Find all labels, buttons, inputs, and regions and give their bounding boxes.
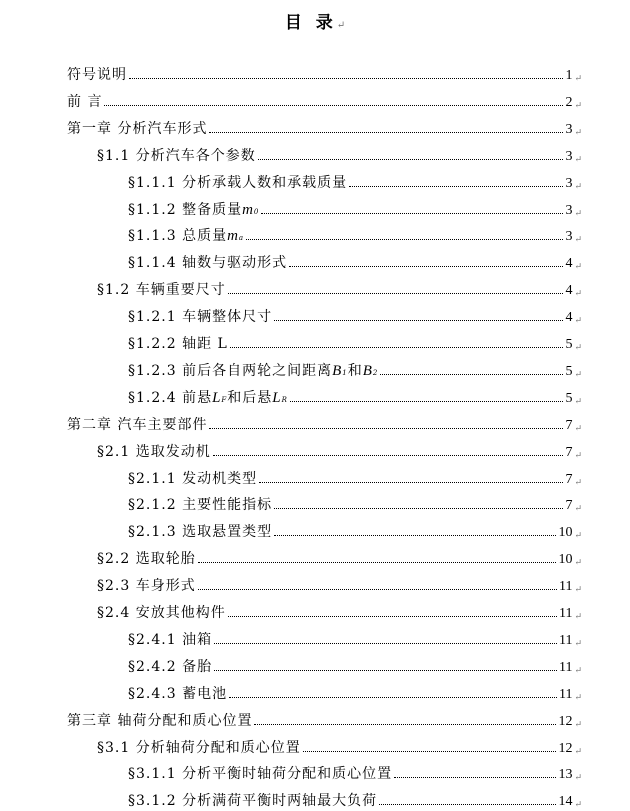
toc-entry[interactable]: [128, 788, 582, 810]
entry-label: [97, 602, 226, 622]
entry-title-text: 车辆整体尺寸: [182, 309, 273, 326]
dot-leader: [274, 534, 556, 536]
page-number: 3: [565, 202, 573, 218]
page-number: 4: [565, 256, 573, 272]
entry-label: [128, 790, 377, 810]
toc-entry[interactable]: [128, 466, 582, 488]
entry-title-text: 前 言: [67, 93, 103, 110]
paragraph-mark-icon: ↵: [574, 800, 582, 811]
paragraph-mark-icon: ↵: [574, 504, 582, 515]
entry-label: [97, 737, 301, 757]
math-subscript: 1: [342, 368, 348, 377]
dot-leader: [289, 265, 563, 267]
dot-leader: [214, 669, 557, 671]
math-symbol: B: [332, 362, 343, 379]
paragraph-mark-icon: ↵: [574, 665, 582, 676]
page-number: 7: [565, 417, 573, 433]
entry-label: [128, 333, 228, 353]
paragraph-mark-icon: ↵: [574, 423, 582, 434]
paragraph-mark-icon: ↵: [574, 154, 582, 165]
paragraph-mark-icon: ↵: [574, 74, 582, 84]
entry-number: §2.2: [97, 551, 131, 568]
toc-entry[interactable]: [128, 304, 582, 326]
toc-entry[interactable]: [128, 385, 582, 407]
dot-leader: [274, 319, 563, 321]
dot-leader: [254, 723, 556, 725]
toc-entry[interactable]: [128, 761, 582, 783]
entry-title-text: 油箱: [182, 631, 213, 648]
page-number: 11: [558, 579, 573, 595]
page-number: 4: [565, 310, 573, 326]
entry-number: 第三章: [67, 712, 112, 729]
entry-label: [128, 199, 259, 219]
page-number: 7: [565, 444, 573, 460]
page-number: 11: [558, 659, 573, 675]
entry-label: [128, 521, 272, 541]
entry-title-text: 车辆重要尺寸: [135, 282, 226, 299]
entry-title-text: 车身形式: [135, 578, 196, 595]
entry-label: [128, 656, 212, 676]
toc-entry[interactable]: [128, 250, 582, 272]
entry-title-text: 分析汽车各个参数: [135, 147, 256, 164]
page-number: 12: [558, 713, 573, 729]
toc-entry[interactable]: [97, 439, 582, 461]
entry-label: [128, 172, 347, 192]
page-number: 7: [565, 498, 573, 514]
toc-entry[interactable]: [97, 735, 582, 757]
toc-entry[interactable]: [128, 223, 582, 245]
page-number: 11: [558, 632, 573, 648]
entry-title-text: 汽车主要部件: [117, 416, 208, 433]
page-number: 11: [558, 606, 573, 621]
entry-number: §1.1.2: [128, 201, 177, 218]
toc-entry[interactable]: [128, 197, 582, 219]
entry-number: §2.3: [97, 578, 131, 595]
paragraph-mark-icon: ↵: [574, 450, 582, 461]
paragraph-mark-icon: ↵: [574, 100, 582, 111]
paragraph-mark-icon: ↵: [574, 612, 582, 622]
entry-label: [67, 118, 207, 138]
dot-leader: [379, 803, 556, 805]
paragraph-mark-icon: ↵: [574, 638, 582, 649]
dot-leader: [380, 373, 563, 375]
entry-title-text: 符号说明: [67, 67, 127, 83]
entry-label: [97, 441, 211, 461]
math-subscript: a: [238, 234, 245, 243]
entry-number: §2.4.2: [128, 658, 177, 675]
entry-title-text: 总质量: [182, 228, 228, 245]
entry-label: [67, 91, 102, 111]
entry-title-text: 主要性能指标: [182, 497, 273, 514]
entry-number: 第二章: [67, 416, 112, 433]
paragraph-mark-icon: ↵: [574, 235, 582, 246]
entry-number: §1.1.1: [128, 174, 177, 191]
page-number: 10: [558, 525, 573, 541]
entry-title-text: 前悬: [182, 389, 213, 406]
toc-entry[interactable]: [67, 116, 582, 138]
toc-entry[interactable]: [128, 492, 582, 514]
entry-number: §1.1.3: [128, 228, 177, 245]
entry-number: §3.1.2: [128, 793, 177, 810]
paragraph-mark-icon: ↵: [574, 585, 582, 596]
entry-title-text: 轴荷分配和质心位置: [117, 712, 253, 729]
dot-leader: [290, 400, 564, 402]
dot-leader: [246, 238, 563, 240]
entry-label: [97, 279, 226, 299]
math-symbol: m: [227, 228, 239, 245]
entry-label: [128, 225, 244, 245]
dot-leader: [229, 696, 557, 698]
page-number: 10: [558, 552, 573, 568]
paragraph-mark-icon: ↵: [574, 531, 582, 542]
page-number: 2: [565, 94, 573, 110]
entry-label: [67, 64, 127, 84]
entry-number: §1.2.4: [128, 389, 177, 406]
page-number: 3: [565, 148, 573, 164]
math-subscript: R: [281, 395, 288, 404]
toc-entry[interactable]: [97, 277, 582, 299]
entry-number: §1.1.4: [128, 255, 177, 272]
math-symbol: m: [242, 201, 254, 218]
paragraph-mark-icon: ↵: [574, 369, 582, 380]
entry-title-text: 备胎: [182, 658, 213, 675]
entry-title-text: 整备质量: [182, 201, 243, 218]
page-number: 3: [565, 229, 573, 245]
entry-label: [67, 414, 207, 434]
entry-title-text: 分析汽车形式: [117, 120, 208, 137]
page-number: 13: [558, 767, 573, 783]
entry-label: [128, 468, 257, 488]
dot-leader: [209, 427, 563, 429]
toc-entry[interactable]: [128, 170, 582, 192]
math-subscript: F: [221, 395, 228, 404]
page-number: 11: [558, 686, 573, 702]
paragraph-mark-icon: ↵: [574, 127, 582, 138]
entry-number: §2.1.3: [128, 524, 177, 541]
paragraph-mark-icon: ↵: [574, 262, 582, 273]
entry-label: [128, 387, 288, 407]
toc-entry[interactable]: [67, 412, 582, 434]
math-symbol: B: [362, 362, 373, 379]
entry-title-text: 分析轴荷分配和质心位置: [135, 739, 301, 756]
entry-number: §3.1: [97, 739, 131, 756]
math-symbol: L: [212, 389, 222, 406]
entry-label: [128, 629, 212, 649]
toc-title: [0, 8, 630, 33]
page-number: 14: [558, 794, 573, 810]
dot-leader: [261, 212, 563, 214]
toc-entry[interactable]: [128, 654, 582, 676]
dot-leader: [198, 561, 557, 563]
entry-label: [128, 494, 272, 514]
math-symbol: L: [272, 389, 282, 406]
dot-leader: [214, 642, 557, 644]
dot-leader: [209, 131, 563, 133]
toc-entry[interactable]: [67, 89, 582, 111]
dot-leader: [258, 158, 564, 160]
dot-leader: [129, 77, 563, 79]
entry-number: §2.1.2: [128, 497, 177, 514]
dot-leader: [259, 481, 563, 483]
entry-label: [128, 252, 287, 272]
dot-leader: [213, 454, 564, 456]
entry-number: §1.2.1: [128, 309, 177, 326]
page-number: 4: [565, 283, 573, 299]
dot-leader: [349, 185, 563, 187]
entry-title-text: 分析承载人数和承载质量: [182, 174, 348, 191]
paragraph-mark-icon: ↵: [574, 746, 582, 757]
toc-entry[interactable]: [97, 600, 582, 622]
entry-number: §1.2.3: [128, 362, 177, 379]
page-number: 3: [565, 175, 573, 191]
entry-title-text: 轴数与驱动形式: [182, 255, 288, 272]
entry-label: [97, 145, 256, 165]
dot-leader: [104, 104, 563, 106]
toc-entry[interactable]: [128, 519, 582, 541]
math-subscript: 0: [253, 207, 260, 216]
entry-number: §3.1.1: [128, 766, 177, 783]
entry-label: [67, 710, 252, 730]
entry-title-text: 分析平衡时轴荷分配和质心位置: [182, 766, 393, 783]
entry-title-text: 发动机类型: [182, 470, 258, 487]
paragraph-mark-icon: ↵: [574, 316, 582, 327]
entry-title-text: 安放其他构件: [135, 605, 226, 621]
page-number: 12: [558, 740, 573, 756]
entry-label: [128, 360, 378, 380]
toc-entry[interactable]: [128, 681, 582, 703]
paragraph-mark-icon: ↵: [574, 719, 582, 730]
paragraph-mark-icon: ↵: [574, 477, 582, 488]
toc-entry[interactable]: [97, 143, 582, 165]
paragraph-mark-icon: ↵: [574, 181, 582, 192]
entry-title-text: 选取悬置类型: [182, 524, 273, 541]
page-number: 3: [565, 121, 573, 137]
dot-leader: [274, 507, 563, 509]
dot-leader: [228, 292, 564, 294]
toc-entry[interactable]: [97, 573, 582, 595]
paragraph-mark-icon: ↵: [574, 773, 582, 784]
page-number: 5: [565, 337, 573, 352]
entry-number: 第一章: [67, 120, 112, 137]
entry-title-text: 和后悬: [227, 389, 273, 406]
page-number: 7: [565, 471, 573, 487]
paragraph-mark-icon: ↵: [574, 396, 582, 407]
toc-entry[interactable]: [128, 331, 582, 353]
entry-title-text: 选取轮胎: [135, 551, 196, 568]
entry-title-text: 蓄电池: [182, 685, 228, 702]
entry-number: §2.4.1: [128, 631, 177, 648]
paragraph-mark-icon: ↵: [574, 289, 582, 300]
entry-label: [97, 575, 196, 595]
dot-leader: [230, 346, 564, 348]
entry-number: §1.2.2: [128, 336, 177, 352]
dot-leader: [394, 776, 556, 778]
entry-title-text: 选取发动机: [135, 443, 211, 460]
entry-label: [128, 683, 227, 703]
entry-number: §1.1: [97, 147, 131, 164]
math-subscript: 2: [372, 368, 379, 377]
toc-entry[interactable]: [97, 546, 582, 568]
entry-label: [128, 763, 392, 783]
toc-title-text: 目 录: [284, 13, 337, 33]
paragraph-mark-icon: ↵: [336, 20, 346, 31]
entry-number: §2.4.3: [128, 685, 177, 702]
dot-leader: [228, 615, 557, 617]
page-number: 5: [565, 363, 573, 379]
page-number: 1: [565, 68, 573, 83]
paragraph-mark-icon: ↵: [574, 558, 582, 569]
page-number: 5: [565, 390, 573, 406]
toc-entry[interactable]: [128, 627, 582, 649]
toc-entry[interactable]: [128, 358, 582, 380]
entry-title-text: 轴距 L: [182, 336, 228, 352]
entry-label: [97, 548, 196, 568]
paragraph-mark-icon: ↵: [574, 692, 582, 703]
entry-number: §2.1: [97, 443, 131, 460]
entry-number: §2.1.1: [128, 470, 177, 487]
entry-label: [128, 306, 272, 326]
entry-title-text: 分析满荷平衡时两轴最大负荷: [182, 793, 378, 810]
paragraph-mark-icon: ↵: [574, 343, 582, 353]
paragraph-mark-icon: ↵: [574, 208, 582, 219]
entry-number: §2.4: [97, 605, 131, 621]
dot-leader: [198, 588, 557, 590]
entry-title-text: 前后各自两轮之间距离: [182, 362, 333, 379]
entry-title-text: 和: [347, 362, 363, 379]
toc-entry[interactable]: [67, 708, 582, 730]
dot-leader: [303, 750, 557, 752]
entry-number: §1.2: [97, 282, 131, 299]
toc-entry[interactable]: [67, 62, 582, 84]
